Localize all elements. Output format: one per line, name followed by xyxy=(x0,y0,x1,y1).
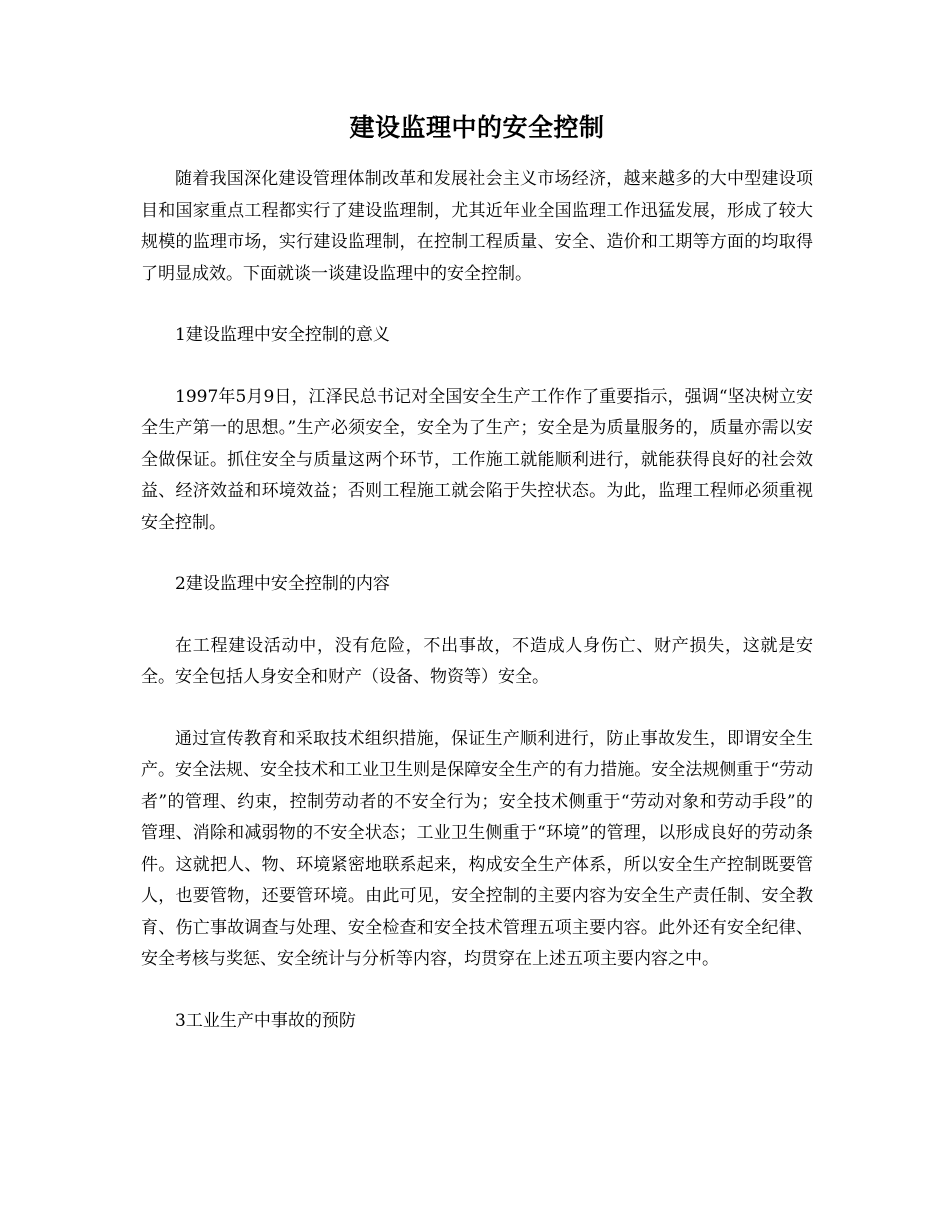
section-heading-1: 1建设监理中安全控制的意义 xyxy=(175,325,390,345)
document-page xyxy=(141,110,813,1067)
section-2-paragraph-2: 通过宣传教育和采取技术组织措施，保证生产顺利进行，防止事故发生，即谓安全生产。安全法规、安全技术和工业卫生则是保障安全生产的有力措施。安全法规侧重于“劳动者”的管理、约束，控制劳动者的不安全行为；安全技术侧重于“劳动对象和劳动手段”的管理、消除和减弱物的不安全状态；工业卫生侧重于“环境”的管理，以形成良好的劳动条件。这就把人、物、环境紧密地联系起来，构成安全生产体系，所以安全生产控制既要管人，也要管物，还要管环境。由此可见，安全控制的主要内容为安全生产责任制、安全教育、伤亡事故调查与处理、安全检查和安全技术管理五项主要内容。此外还有安全纪律、安全考核与奖惩、安全统计与分析等内容，均贯穿在上述五项主要内容之中。 xyxy=(141,728,813,969)
section-2-paragraph-1: 在工程建设活动中，没有危险，不出事故，不造成人身伤亡、财产损失，这就是安全。安全包括人身安全和财产（设备、物资等）安全。 xyxy=(141,635,813,687)
section-heading-2: 2建设监理中安全控制的内容 xyxy=(175,574,390,594)
document-title: 建设监理中的安全控制 xyxy=(349,113,605,142)
section-heading-3: 3工业生产中事故的预防 xyxy=(175,1010,356,1031)
intro-paragraph: 随着我国深化建设管理体制改革和发展社会主义市场经济，越来越多的大中型建设项目和国家重点工程都实行了建设监理制，尤其近年业全国监理工作迅猛发展，形成了较大规模的监理市场，实行建设监理制，在控制工程质量、安全、造价和工期等方面的均取得了明显成效。下面就谈一谈建设监理中的安全控制。 xyxy=(141,169,813,284)
section-1-paragraph: 1997年5月9日，江泽民总书记对全国安全生产工作作了重要指示，强调“坚决树立安全生产第一的思想。”生产必须安全，安全为了生产；安全是为质量服务的，质量亦需以安全做保证。抓住安全与质量这两个环节，工作施工就能顺利进行，就能获得良好的社会效益、经济效益和环境效益；否则工程施工就会陷于失控状态。为此，监理工程师必须重视安全控制。 xyxy=(141,386,813,533)
